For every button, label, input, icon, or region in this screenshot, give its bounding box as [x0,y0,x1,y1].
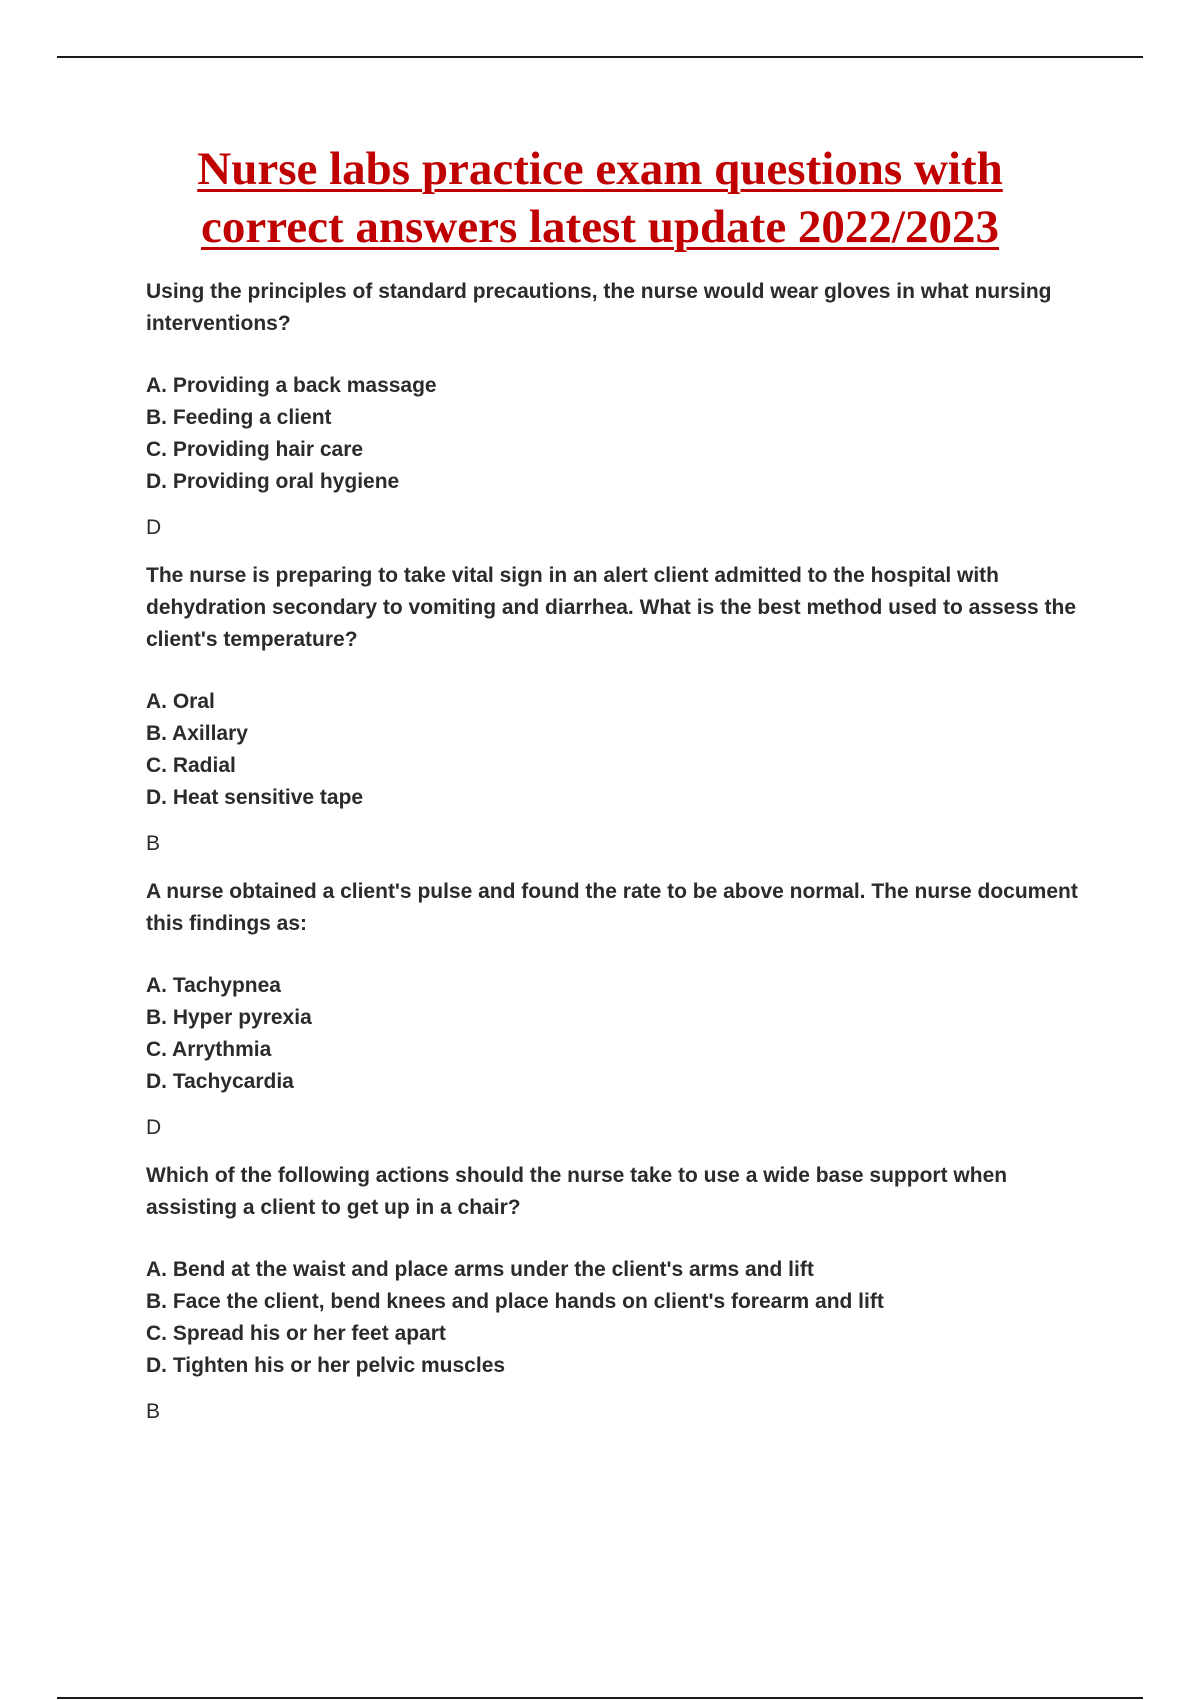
option-c: C. Arrythmia [146,1038,272,1061]
option-a: A. Bend at the waist and place arms under the client's arms and lift [146,1258,814,1281]
option-c: C. Radial [146,754,236,777]
option-d: D. Tachycardia [146,1070,294,1093]
option-b: B. Feeding a client [146,406,332,429]
option-list [146,970,1090,1098]
top-divider [57,56,1143,58]
answer-text: B [146,1400,161,1423]
question-text: The nurse is preparing to take vital sign in an alert client admitted to the hospital with dehydration secondary to vomiting and diarrhea. What is the best method used to assess the client's temperature? [146,564,1077,651]
option-a: A. Tachypnea [146,974,281,997]
option-d: D. Heat sensitive tape [146,786,364,809]
document-title [0,140,1200,256]
option-list [146,370,1090,498]
option-b: B. Face the client, bend knees and place hands on client's forearm and lift [146,1290,884,1313]
question-block [146,560,1090,860]
answer-text: D [146,516,162,539]
title-line-2: correct answers latest update 2022/2023 [201,201,999,253]
option-a: A. Oral [146,690,215,713]
option-c: C. Spread his or her feet apart [146,1322,446,1345]
option-d: D. Tighten his or her pelvic muscles [146,1354,506,1377]
option-b: B. Hyper pyrexia [146,1006,312,1029]
option-a: A. Providing a back massage [146,374,437,397]
option-list [146,1254,1090,1382]
question-list [146,276,1090,1444]
title-line-1: Nurse labs practice exam questions with [197,143,1003,195]
option-c: C. Providing hair care [146,438,364,461]
bottom-divider [57,1697,1143,1699]
answer-text: B [146,832,161,855]
option-b: B. Axillary [146,722,248,745]
question-block [146,276,1090,544]
option-list [146,686,1090,814]
question-text: Which of the following actions should the nurse take to use a wide base support when assisting a client to get up in a chair? [146,1164,1008,1219]
answer-text: D [146,1116,162,1139]
question-block [146,1160,1090,1428]
question-text: A nurse obtained a client's pulse and found the rate to be above normal. The nurse document this findings as: [146,880,1078,935]
question-block [146,876,1090,1144]
option-d: D. Providing oral hygiene [146,470,400,493]
question-text: Using the principles of standard precautions, the nurse would wear gloves in what nursing interventions? [146,280,1052,335]
